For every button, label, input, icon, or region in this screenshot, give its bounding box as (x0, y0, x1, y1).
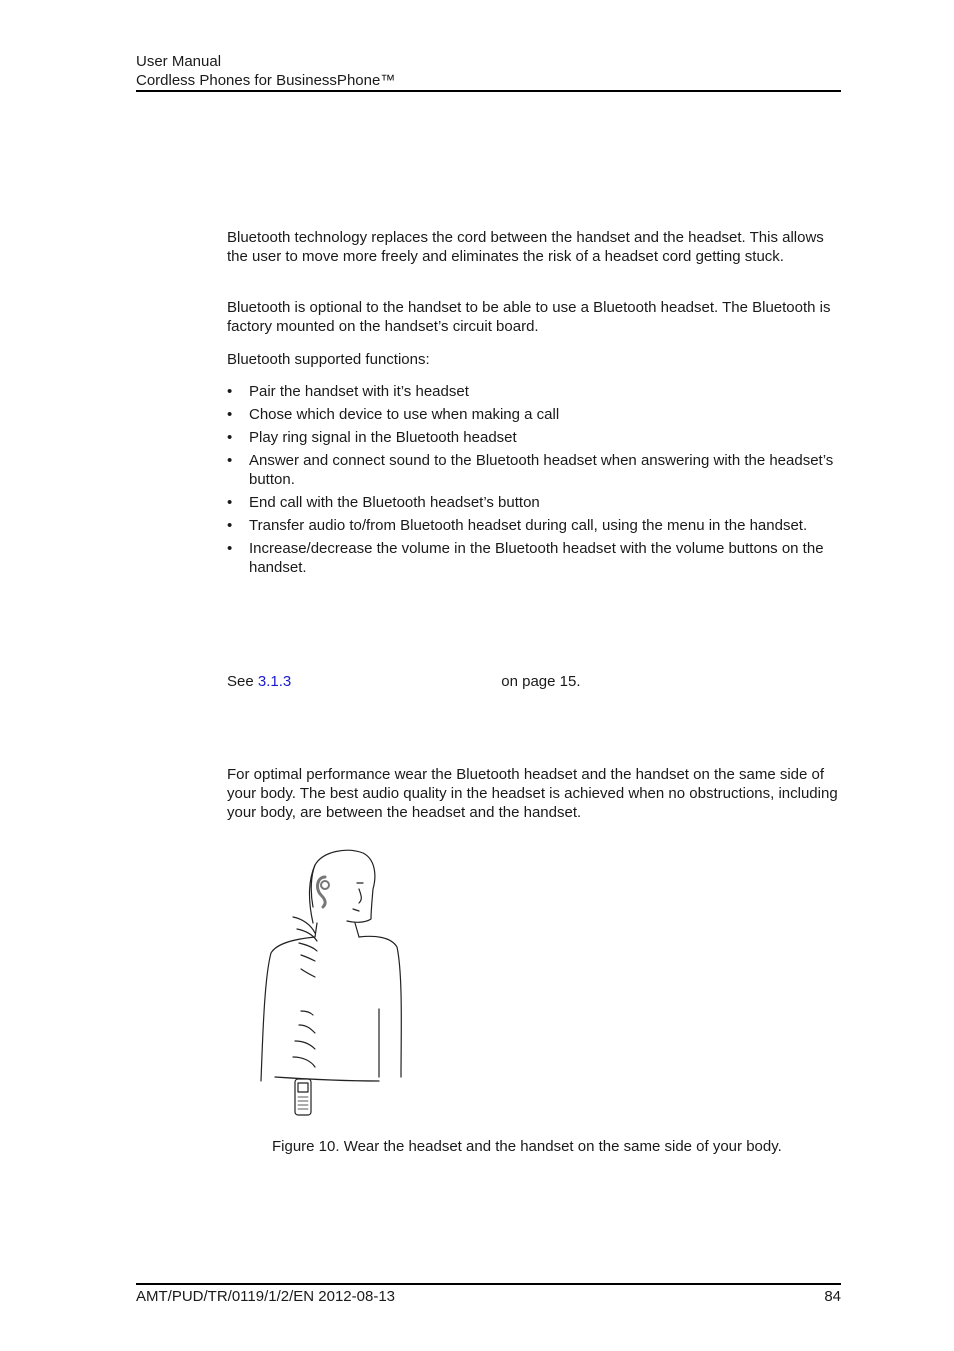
footer-divider (136, 1283, 841, 1285)
bullet-icon: • (227, 406, 233, 423)
bullet-icon: • (227, 540, 233, 557)
intro-paragraph: Bluetooth technology replaces the cord between the handset and the headset. This allows the user to move more freely and eliminates the risk of a headset cord getting stuck. (227, 229, 824, 265)
functions-list (227, 382, 842, 581)
waist-line (275, 1077, 379, 1081)
page-number: 84 (824, 1288, 841, 1305)
placement-paragraph: For optimal performance wear the Bluetooth headset and the handset on the same side of your body. The best audio quality in the headset is achieved when no obstructions, including your body, are between the headset and the handset. (227, 766, 838, 821)
header-title: User Manual (136, 53, 222, 70)
optional-paragraph: Bluetooth is optional to the handset to be able to use a Bluetooth headset. The Bluetooth is factory mounted on the handset’s circuit board. (227, 299, 831, 335)
list-item (227, 428, 842, 447)
nose-line (359, 889, 361, 903)
bullet-icon: • (227, 517, 233, 534)
neck-line-right (355, 923, 359, 937)
see-prefix: See (227, 673, 254, 690)
list-item-text: Answer and connect sound to the Bluetooth headset when answering with the headset’s button. (249, 452, 834, 488)
footer-doc-id: AMT/PUD/TR/0119/1/2/EN 2012-08-13 (136, 1288, 396, 1305)
bullet-icon: • (227, 429, 233, 446)
mouth-line (353, 909, 359, 911)
list-item-text: Transfer audio to/from Bluetooth headset during call, using the menu in the handset. (249, 517, 808, 534)
list-item (227, 405, 842, 424)
section-link[interactable]: 3.1.3 (257, 673, 292, 690)
bullet-icon: • (227, 452, 233, 469)
header-divider (136, 90, 841, 92)
list-item (227, 382, 842, 401)
list-item (227, 451, 842, 489)
bullet-icon: • (227, 383, 233, 400)
list-item (227, 539, 842, 577)
handset-icon (295, 1079, 311, 1115)
list-item-text: Play ring signal in the Bluetooth headset (249, 429, 517, 446)
see-suffix: on page 15. (501, 673, 581, 690)
header-subtitle: Cordless Phones for BusinessPhone™ (136, 72, 396, 89)
headset-wearing-figure (255, 845, 415, 1120)
page-header (136, 52, 395, 90)
torso-right (359, 936, 401, 1077)
figure-caption: Figure 10. Wear the headset and the handset on the same side of your body. (272, 1138, 782, 1155)
list-item (227, 516, 842, 535)
list-item (227, 493, 842, 512)
list-item-text: End call with the Bluetooth headset’s button (249, 494, 540, 511)
neck-line (315, 923, 317, 937)
list-item-text: Chose which device to use when making a call (249, 406, 560, 423)
headset-earpiece-icon (321, 881, 329, 889)
list-item-text: Pair the handset with it’s headset (249, 383, 469, 400)
head-back (311, 865, 315, 907)
head-outline (310, 850, 375, 923)
bullet-icon: • (227, 494, 233, 511)
cross-reference (227, 672, 581, 691)
functions-heading: Bluetooth supported functions: (227, 351, 430, 368)
list-item-text: Increase/decrease the volume in the Bluetooth headset with the volume buttons on the handset. (249, 540, 824, 576)
